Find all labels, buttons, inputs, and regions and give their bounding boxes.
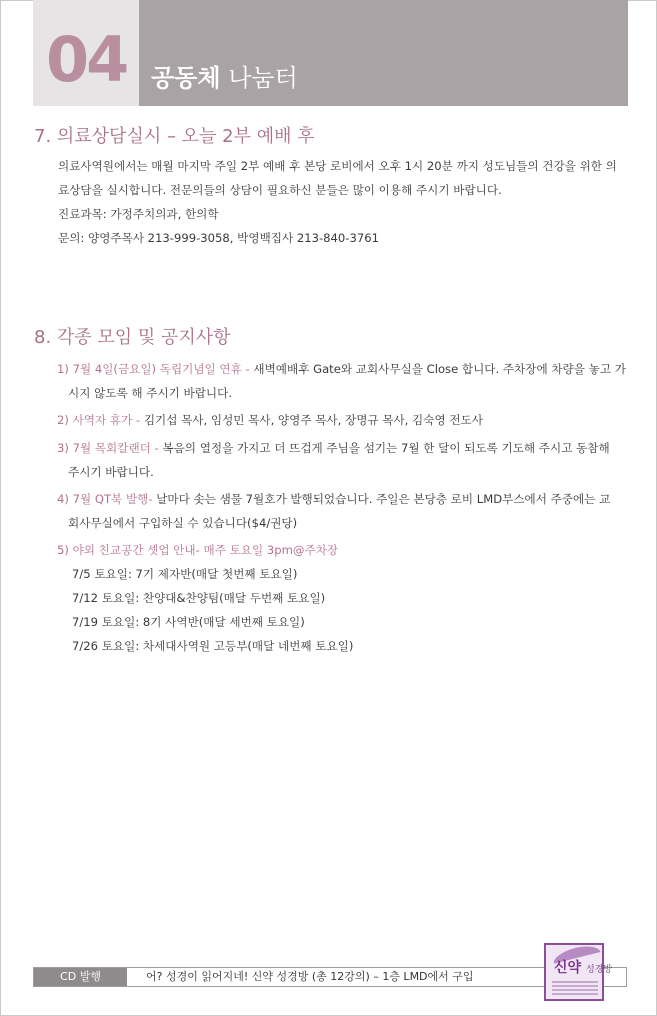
footer-label: CD 발행 [34,968,127,986]
schedule-line: 7/12 토요일: 찬양대&찬양팀(매달 두번째 토요일) [72,591,326,605]
notice-item [57,357,631,405]
notice-item-heading: 2) 사역자 휴가 - [57,413,141,427]
section-7-body [58,154,630,250]
notice-item-heading: 5) 야외 친교공간 셋업 안내- 매주 토요일 3pm@주차장 [57,543,339,557]
notice-item-heading: 1) 7월 4일(금요일) 독립기념일 연휴 - [57,362,250,376]
cd-cover-title-main: 신약 [554,960,582,976]
notice-item-text: 날마다 솟는 샘물 7월호가 발행되었습니다. 주일은 본당층 로비 LMD부스에서 주중에는 교 [152,492,611,506]
notice-item-heading: 3) 7월 목회칼랜더 - [57,441,159,455]
notice-item-text: 복음의 열정을 가지고 더 뜨겁게 주님을 섬기는 7월 한 달이 되도록 기도해 주시고 동참해 [158,441,610,455]
page-title-bold: 공동체 [151,64,221,92]
notice-item-continuation: 회사무실에서 구입하실 수 있습니다($4/권당) [68,516,298,530]
footer-text: 어? 성경이 읽어지네! 신약 성경방 (총 12강의) – 1층 LMD에서 구입 [146,970,474,983]
footer-bar [33,967,627,987]
cd-cover-title [554,959,612,979]
notice-item-continuation: 시지 않도록 해 주시기 바랍니다. [68,386,233,400]
notice-item [57,408,631,432]
notice-item [57,436,631,484]
notice-item-heading: 4) 7월 QT북 발행- [57,492,153,506]
section-7-line: 문의: 양영주목사 213-999-3058, 박영백집사 213-840-3761 [58,231,379,245]
notice-item [57,487,631,535]
cd-cover-text-lines [552,981,598,997]
cd-cover-title-sub: 성경방 [585,965,613,975]
section-7-line: 진료과목: 가정주치의과, 한의학 [58,207,219,221]
notice-item-text: 새벽예배후 Gate와 교회사무실을 Close 합니다. 주차장에 차량을 놓고 가 [249,362,626,376]
page-title [151,60,298,96]
section-7-line: 료상담을 실시합니다. 전문의들의 상담이 필요하신 분들은 많이 이용해 주시기 바랍니다. [58,183,502,197]
schedule-line: 7/5 토요일: 7기 제자반(매달 첫번째 토요일) [72,567,298,581]
section-8-title: 8. 각종 모임 및 공지사항 [34,327,231,348]
section-7-title: 7. 의료상담실시 – 오늘 2부 예배 후 [34,126,315,147]
notice-item-continuation: 주시기 바랍니다. [68,465,154,479]
page-title-light: 나눔터 [228,64,298,92]
section-number: 04 [46,23,127,96]
notice-item [57,538,631,562]
schedule-line: 7/26 토요일: 차세대사역원 고등부(매달 네번째 토요일) [72,639,354,653]
notice-item-text: 김기섭 목사, 임성민 목사, 양영주 목사, 장명규 목사, 김숙영 전도사 [140,413,483,427]
section-7-line: 의료사역원에서는 매월 마지막 주일 2부 예배 후 본당 로비에서 오후 1시 20분 까지 성도님들의 건강을 위한 의 [58,159,617,173]
schedule-line: 7/19 토요일: 8기 사역반(매달 세번째 토요일) [72,615,305,629]
cd-cover-image [544,943,613,1001]
